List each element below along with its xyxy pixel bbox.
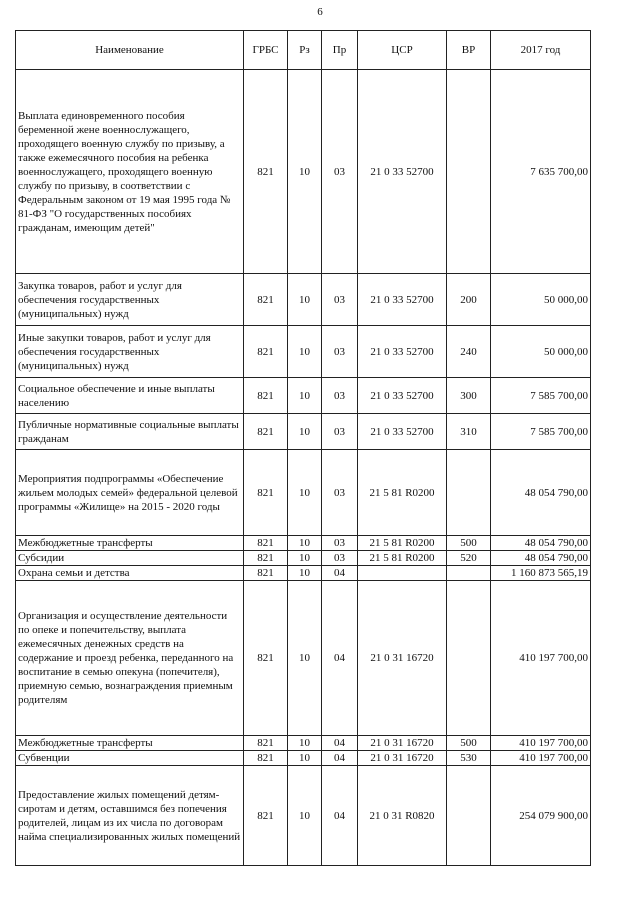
row-grbs: 821 — [244, 751, 288, 766]
table-row — [16, 766, 591, 866]
row-amount: 7 585 700,00 — [491, 378, 591, 414]
table-row — [16, 551, 591, 566]
table-row — [16, 326, 591, 378]
row-pr: 03 — [322, 450, 358, 536]
row-amount: 254 079 900,00 — [491, 766, 591, 866]
row-rz: 10 — [288, 450, 322, 536]
table-row — [16, 414, 591, 450]
header-vr: ВР — [447, 31, 491, 70]
row-csr: 21 0 33 52700 — [358, 274, 447, 326]
header-pr: Пр — [322, 31, 358, 70]
row-name: Социальное обеспечение и иные выплаты населению — [16, 378, 244, 414]
row-vr: 500 — [447, 736, 491, 751]
table-row — [16, 450, 591, 536]
row-rz: 10 — [288, 566, 322, 581]
row-csr: 21 0 31 16720 — [358, 581, 447, 736]
header-rz: Рз — [288, 31, 322, 70]
table-row — [16, 536, 591, 551]
table-row — [16, 378, 591, 414]
row-grbs: 821 — [244, 536, 288, 551]
row-rz: 10 — [288, 326, 322, 378]
row-amount: 48 054 790,00 — [491, 450, 591, 536]
row-vr: 520 — [447, 551, 491, 566]
row-pr: 04 — [322, 581, 358, 736]
row-amount: 1 160 873 565,19 — [491, 566, 591, 581]
row-name: Межбюджетные трансферты — [16, 536, 244, 551]
row-csr — [358, 566, 447, 581]
row-name: Субсидии — [16, 551, 244, 566]
page-number: 6 — [317, 6, 323, 18]
row-name: Закупка товаров, работ и услуг для обеспечения государственных (муниципальных) нужд — [16, 274, 244, 326]
row-vr: 500 — [447, 536, 491, 551]
row-pr: 03 — [322, 378, 358, 414]
row-csr: 21 0 31 16720 — [358, 751, 447, 766]
table-header-row — [16, 31, 591, 70]
row-grbs: 821 — [244, 378, 288, 414]
row-rz: 10 — [288, 378, 322, 414]
row-csr: 21 0 33 52700 — [358, 326, 447, 378]
header-amount: 2017 год — [491, 31, 591, 70]
table-row — [16, 581, 591, 736]
row-grbs: 821 — [244, 566, 288, 581]
table-row — [16, 70, 591, 274]
row-rz: 10 — [288, 751, 322, 766]
row-rz: 10 — [288, 414, 322, 450]
row-pr: 03 — [322, 326, 358, 378]
header-name: Наименование — [16, 31, 244, 70]
row-grbs: 821 — [244, 766, 288, 866]
header-grbs: ГРБС — [244, 31, 288, 70]
row-rz: 10 — [288, 536, 322, 551]
row-grbs: 821 — [244, 581, 288, 736]
row-grbs: 821 — [244, 326, 288, 378]
row-amount: 48 054 790,00 — [491, 536, 591, 551]
header-csr: ЦСР — [358, 31, 447, 70]
row-grbs: 821 — [244, 736, 288, 751]
row-pr: 03 — [322, 414, 358, 450]
row-amount: 50 000,00 — [491, 274, 591, 326]
row-grbs: 821 — [244, 450, 288, 536]
row-amount: 410 197 700,00 — [491, 736, 591, 751]
row-pr: 04 — [322, 736, 358, 751]
row-amount: 410 197 700,00 — [491, 751, 591, 766]
row-rz: 10 — [288, 551, 322, 566]
row-amount: 410 197 700,00 — [491, 581, 591, 736]
row-vr — [447, 70, 491, 274]
row-vr — [447, 566, 491, 581]
row-vr: 530 — [447, 751, 491, 766]
budget-table — [15, 30, 591, 866]
row-rz: 10 — [288, 736, 322, 751]
row-csr: 21 0 31 16720 — [358, 736, 447, 751]
row-amount: 7 585 700,00 — [491, 414, 591, 450]
row-vr — [447, 581, 491, 736]
row-vr: 300 — [447, 378, 491, 414]
row-pr: 03 — [322, 274, 358, 326]
table-row — [16, 736, 591, 751]
row-name: Охрана семьи и детства — [16, 566, 244, 581]
row-pr: 04 — [322, 766, 358, 866]
row-rz: 10 — [288, 581, 322, 736]
row-name: Предоставление жилых помещений детям-сиротам и детям, оставшимся без попечения родителей, лицам из их числа по договорам найма специализированных жилых помещений — [16, 766, 244, 866]
row-csr: 21 5 81 R0200 — [358, 536, 447, 551]
row-amount: 48 054 790,00 — [491, 551, 591, 566]
row-name: Организация и осуществление деятельности по опеке и попечительству, выплата ежемесячных денежных средств на содержание и проезд ребенка, переданного на воспитание в семью опекуна (попечителя), приемную семью, вознаграждения приемным родителям — [16, 581, 244, 736]
row-pr: 03 — [322, 551, 358, 566]
row-vr: 240 — [447, 326, 491, 378]
row-pr: 03 — [322, 70, 358, 274]
row-name: Субвенции — [16, 751, 244, 766]
row-csr: 21 5 81 R0200 — [358, 450, 447, 536]
row-csr: 21 5 81 R0200 — [358, 551, 447, 566]
row-name: Мероприятия подпрограммы «Обеспечение жильем молодых семей» федеральной целевой программы «Жилище» на 2015 - 2020 годы — [16, 450, 244, 536]
row-csr: 21 0 33 52700 — [358, 70, 447, 274]
row-pr: 04 — [322, 751, 358, 766]
row-rz: 10 — [288, 274, 322, 326]
row-name: Иные закупки товаров, работ и услуг для обеспечения государственных (муниципальных) нужд — [16, 326, 244, 378]
table-row — [16, 566, 591, 581]
row-csr: 21 0 33 52700 — [358, 378, 447, 414]
row-name: Межбюджетные трансферты — [16, 736, 244, 751]
row-amount: 50 000,00 — [491, 326, 591, 378]
row-rz: 10 — [288, 70, 322, 274]
row-name: Публичные нормативные социальные выплаты гражданам — [16, 414, 244, 450]
row-vr: 310 — [447, 414, 491, 450]
row-pr: 04 — [322, 566, 358, 581]
table-row — [16, 751, 591, 766]
row-grbs: 821 — [244, 414, 288, 450]
row-grbs: 821 — [244, 551, 288, 566]
row-vr — [447, 766, 491, 866]
row-grbs: 821 — [244, 274, 288, 326]
row-rz: 10 — [288, 766, 322, 866]
row-csr: 21 0 33 52700 — [358, 414, 447, 450]
row-amount: 7 635 700,00 — [491, 70, 591, 274]
row-pr: 03 — [322, 536, 358, 551]
row-vr — [447, 450, 491, 536]
table-row — [16, 274, 591, 326]
row-vr: 200 — [447, 274, 491, 326]
row-name: Выплата единовременного пособия беременной жене военнослужащего, проходящего военную службу по призыву, а также ежемесячного пособия на ребенка военнослужащего, проходящего военную службу по призыву, в соответствии с Федеральным законом от 19 мая 1995 года № 81-ФЗ "О государственных пособиях гражданам, имеющим детей" — [16, 70, 244, 274]
row-csr: 21 0 31 R0820 — [358, 766, 447, 866]
row-grbs: 821 — [244, 70, 288, 274]
